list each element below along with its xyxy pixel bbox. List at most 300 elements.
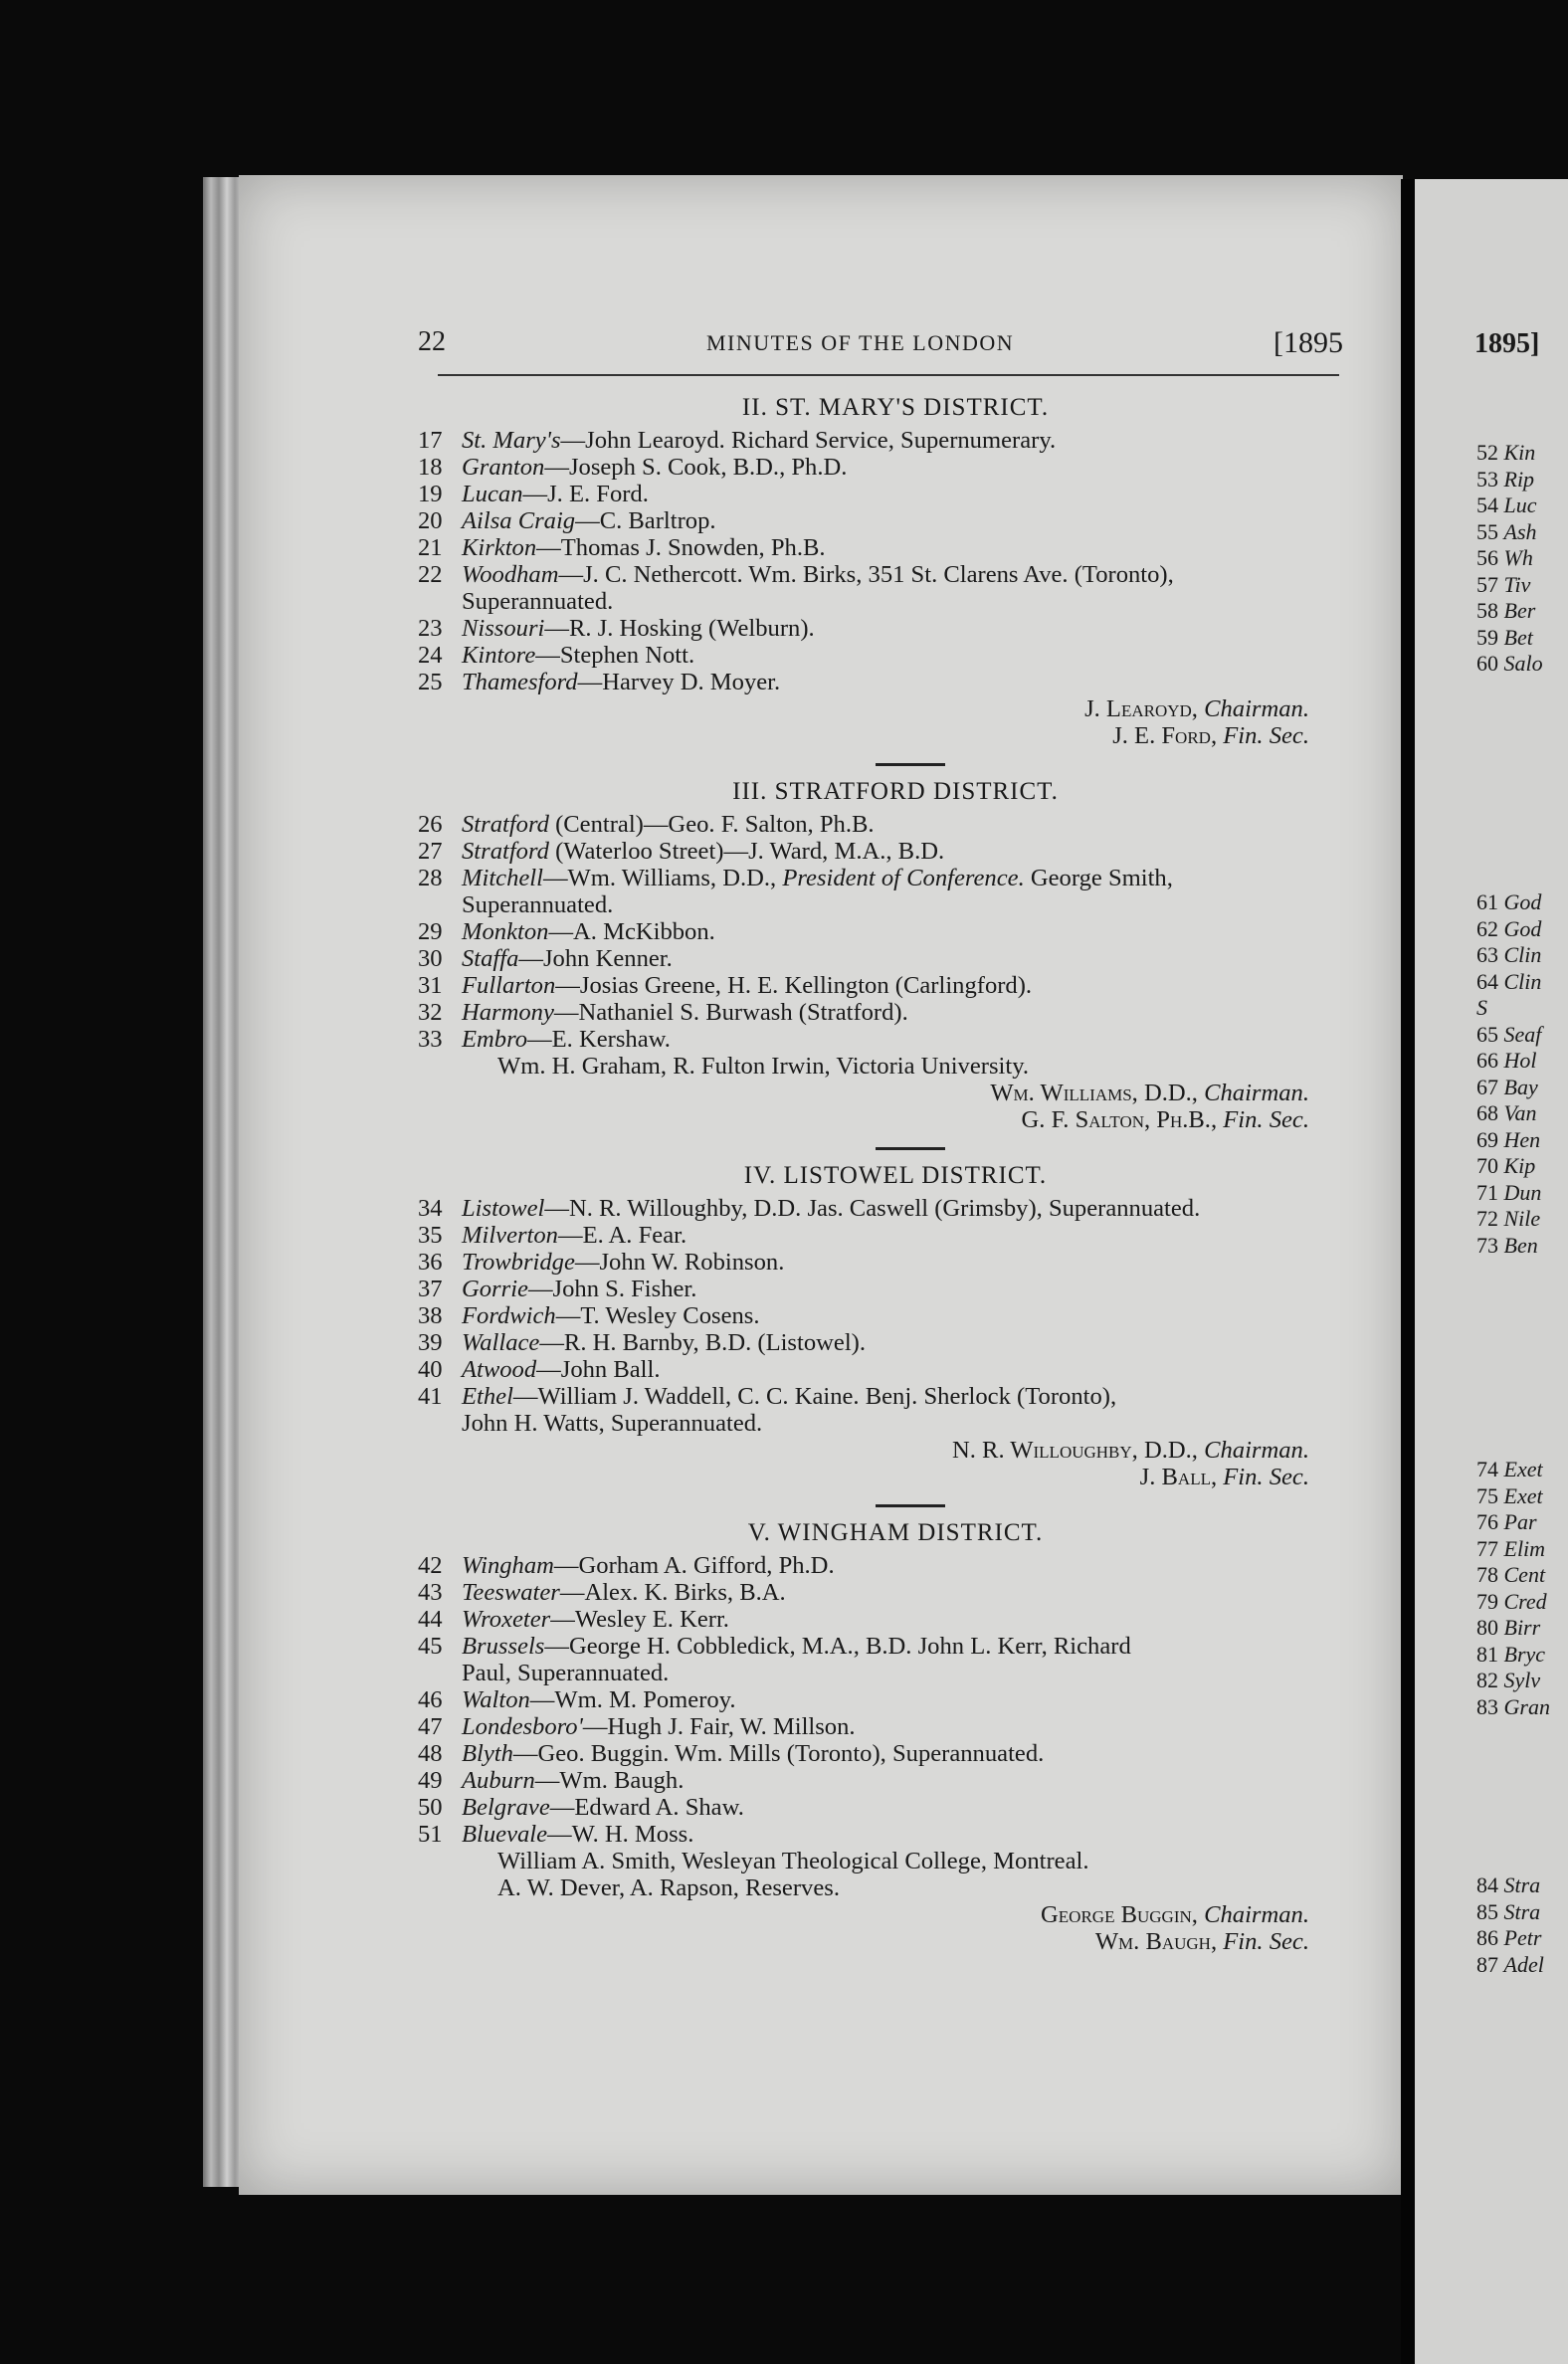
circuit-entry [418,1383,1343,1410]
circuit-entry [418,1767,1343,1794]
right-entry-fragment: Ben [1503,1232,1538,1258]
circuit-number: 32 [418,999,443,1026]
circuit-entry [418,1276,1343,1302]
circuit-ministers: —Edward A. Shaw. [549,1794,744,1821]
additional-ministers: William A. Smith, Wesleyan Theological College, Montreal. [497,1848,1089,1874]
circuit-ministers: —George H. Cobbledick, M.A., B.D. John L. Kerr, Richard [544,1633,1131,1660]
chairman-name: N. R. Willoughby, D.D., [951,1437,1198,1464]
right-page-entry [1476,492,1543,519]
secretary-role: Fin. Sec. [1223,1106,1309,1133]
right-page-entry [1476,519,1543,546]
right-entry-number: 71 [1476,1179,1498,1205]
circuit-entry [418,1356,1343,1383]
right-page-entry [1476,651,1543,678]
circuit-entry [418,811,1343,838]
right-entry-fragment: Tiv [1503,571,1531,597]
right-page-entry [1476,1206,1541,1233]
circuit-ministers: —R. H. Barnby, B.D. (Listowel). [539,1329,866,1356]
circuit-name: Belgrave [462,1794,550,1821]
circuit-entry [418,838,1343,865]
circuit-name: Fullarton [462,972,556,999]
circuit-number: 46 [418,1686,443,1713]
secretary-role: Fin. Sec. [1223,1928,1309,1955]
circuit-number: 27 [418,838,443,865]
right-entry-fragment: Clin [1503,968,1542,994]
circuit-ministers: —J. E. Ford. [522,481,649,507]
circuit-ministers: —Wm. Baugh. [534,1767,685,1794]
right-entry-number: 76 [1476,1509,1498,1534]
circuit-number: 31 [418,972,443,999]
right-entry-fragment: Wh [1503,545,1533,570]
circuit-name: Trowbridge [462,1249,575,1276]
district-title: V. WINGHAM DISTRICT. [747,1519,1044,1546]
circuit-number: 30 [418,945,443,972]
circuit-entry [418,534,1343,561]
district-chairman [418,1080,1343,1106]
circuit-number: 51 [418,1821,443,1848]
header-rule [438,374,1339,376]
right-entry-fragment: Cred [1503,1588,1547,1614]
district-chairman [418,1901,1343,1928]
right-entry-fragment: Clin [1503,942,1542,967]
circuit-entry [418,1222,1343,1249]
right-entry-number: 63 [1476,942,1498,967]
circuit-ministers: —C. Barltrop. [575,507,716,534]
right-entry-fragment: Gran [1503,1693,1550,1719]
circuit-ministers: —Wm. Williams, D.D., [542,865,783,891]
circuit-ministers: (Waterloo Street)—J. Ward, M.A., B.D. [548,838,945,865]
circuit-ministers: —Geo. Buggin. Wm. Mills (Toronto), Superannuated. [512,1740,1045,1767]
circuit-ministers: —T. Wesley Cosens. [555,1302,760,1329]
circuit-name: Monkton [462,918,549,945]
chairman-role: Chairman. [1204,1437,1309,1464]
entry-continuation: Paul, Superannuated. [462,1660,670,1686]
circuit-name: Brussels [462,1633,545,1660]
right-entry-fragment: Petr [1503,1925,1542,1950]
right-page-entry [1476,1509,1550,1536]
circuit-ministers: —N. R. Willoughby, D.D. Jas. Caswell (Grimsby), Superannuated. [544,1195,1201,1222]
running-year: [1895 [1274,326,1343,359]
circuit-number: 45 [418,1633,443,1660]
right-entry-number: 74 [1476,1457,1498,1481]
district-secretary [418,1464,1343,1490]
circuit-ministers: —John Ball. [536,1356,661,1383]
right-entry-number: 52 [1476,440,1498,465]
circuit-number: 35 [418,1222,443,1249]
circuit-ministers: —Harvey D. Moyer. [577,669,781,695]
right-page-entry [1476,1536,1550,1563]
right-entry-number: 60 [1476,651,1498,676]
circuit-name: Auburn [462,1767,535,1794]
circuit-name: Kintore [462,642,536,669]
circuit-ministers: —E. Kershaw. [527,1026,671,1053]
right-entry-fragment: Seaf [1503,1021,1542,1047]
running-head [418,326,1343,366]
entry-continuation: John H. Watts, Superannuated. [462,1410,763,1437]
circuit-entry [418,999,1343,1026]
right-entry-fragment: Sylv [1503,1668,1541,1692]
circuit-name: Gorrie [462,1276,528,1302]
circuit-number: 37 [418,1276,443,1302]
right-page-entry [1476,440,1543,467]
circuit-number: 41 [418,1383,443,1410]
right-page-entry [1476,1127,1541,1154]
circuit-number: 43 [418,1579,443,1606]
secretary-role: Fin. Sec. [1223,1464,1309,1490]
right-page-list-2 [1476,889,1541,1259]
right-entry-number: 85 [1476,1898,1498,1924]
circuit-number: 33 [418,1026,443,1053]
district-title: IV. LISTOWEL DISTRICT. [743,1162,1048,1189]
circuit-number: 23 [418,615,443,642]
right-entry-number: 77 [1476,1535,1498,1561]
circuit-number: 42 [418,1552,443,1579]
circuit-name: Fordwich [462,1302,556,1329]
circuit-name: Milverton [462,1222,558,1249]
circuit-entry [418,454,1343,481]
right-page-entry [1476,1642,1550,1669]
right-entry-fragment: Stra [1503,1898,1541,1924]
circuit-number: 44 [418,1606,443,1633]
circuit-number: 21 [418,534,443,561]
section-rule [876,1504,945,1507]
right-page-entry [1476,1899,1544,1926]
circuit-name: Atwood [462,1356,537,1383]
circuit-entry [418,481,1343,507]
right-page-entry [1476,1100,1541,1127]
right-page-entry [1476,995,1541,1022]
office-title: President of Conference. [782,865,1025,891]
right-entry-fragment: Rip [1503,466,1535,492]
right-entry-fragment: Elim [1503,1535,1546,1561]
secretary-name: J. E. Ford, [1112,722,1218,749]
circuit-entry [418,642,1343,669]
circuit-name: Embro [462,1026,528,1053]
circuit-entry [418,669,1343,695]
right-entry-number: 83 [1476,1693,1498,1719]
circuit-name: Wroxeter [462,1606,551,1633]
right-entry-fragment: God [1503,915,1542,941]
right-entry-number: 82 [1476,1668,1498,1692]
circuit-name: Stratford [462,838,549,865]
right-page-entry [1476,1022,1541,1049]
right-entry-number: 75 [1476,1482,1498,1508]
right-entry-number: 87 [1476,1951,1498,1977]
right-entry-fragment: Salo [1503,651,1543,676]
circuit-number: 18 [418,454,443,481]
circuit-number: 24 [418,642,443,669]
circuit-entry [418,1302,1343,1329]
right-entry-number: 62 [1476,915,1498,941]
right-entry-fragment: Kip [1503,1153,1536,1178]
circuit-entry [418,615,1343,642]
circuit-entry [418,1329,1343,1356]
page-number: 22 [418,326,446,357]
right-entry-fragment: Birr [1503,1615,1541,1640]
circuit-ministers: —John Learoyd. Richard Service, Supernumerary. [560,427,1057,454]
right-entry-fragment: Par [1503,1509,1537,1534]
circuit-number: 50 [418,1794,443,1821]
circuit-entry [418,1579,1343,1606]
circuit-ministers: —E. A. Fear. [557,1222,687,1249]
right-page-entry [1476,916,1541,943]
circuit-name: Granton [462,454,545,481]
circuit-name: Londesboro' [462,1713,583,1740]
right-entry-fragment: Hol [1503,1048,1537,1073]
right-page-entry [1476,1925,1544,1952]
circuit-name: Nissouri [462,615,545,642]
book-gutter [1401,179,1415,2364]
circuit-ministers: —Nathaniel S. Burwash (Stratford). [553,999,908,1026]
entry-continuation: Superannuated. [462,891,614,918]
circuit-number: 19 [418,481,443,507]
right-entry-fragment: Hen [1503,1126,1541,1152]
right-entry-fragment: S [1476,995,1487,1020]
circuit-entry [418,945,1343,972]
circuit-ministers: —J. C. Nethercott. Wm. Birks, 351 St. Clarens Ave. (Toronto), [558,561,1174,588]
chairman-name: J. Learoyd, [1084,695,1198,722]
right-page-entry [1476,625,1543,652]
circuit-ministers: —William J. Waddell, C. C. Kaine. Benj. Sherlock (Toronto), [512,1383,1117,1410]
circuit-name: Lucan [462,481,523,507]
right-entry-number: 56 [1476,545,1498,570]
right-page-entry [1476,1589,1550,1616]
right-entry-fragment: Dun [1503,1179,1542,1205]
circuit-ministers: —Wm. M. Pomeroy. [529,1686,736,1713]
circuit-entry [418,1686,1343,1713]
right-page-entry [1476,1048,1541,1075]
right-page-entry [1476,1075,1541,1101]
circuit-ministers: —Stephen Nott. [535,642,695,669]
right-entry-number: 65 [1476,1021,1498,1047]
circuit-ministers: —Joseph S. Cook, B.D., Ph.D. [544,454,848,481]
section-rule [876,763,945,766]
circuit-entry [418,1026,1343,1053]
circuit-name: Ethel [462,1383,513,1410]
right-entry-number: 53 [1476,466,1498,492]
chairman-role: Chairman. [1204,695,1309,722]
chairman-role: Chairman. [1204,1080,1309,1106]
circuit-name: Bluevale [462,1821,548,1848]
circuit-name: Woodham [462,561,559,588]
right-page-entry [1476,1180,1541,1207]
right-page-entry [1476,598,1543,625]
circuit-name: Wingham [462,1552,554,1579]
circuit-name: Stratford [462,811,549,838]
circuit-number: 48 [418,1740,443,1767]
circuit-ministers: —Gorham A. Gifford, Ph.D. [553,1552,835,1579]
right-entry-fragment: Ber [1503,598,1536,623]
circuit-name: Staffa [462,945,519,972]
circuit-name: Teeswater [462,1579,560,1606]
circuit-ministers: —A. McKibbon. [548,918,715,945]
right-page-list-1 [1476,440,1543,678]
right-entry-number: 59 [1476,624,1498,650]
circuit-number: 40 [418,1356,443,1383]
circuit-entry [418,1606,1343,1633]
circuit-name: Ailsa Craig [462,507,576,534]
right-entry-number: 61 [1476,889,1498,914]
right-entry-number: 80 [1476,1615,1498,1640]
right-entry-fragment: Kin [1503,440,1536,465]
circuit-entry [418,865,1343,891]
right-entry-number: 72 [1476,1206,1498,1231]
district-title: III. STRATFORD DISTRICT. [732,778,1059,805]
circuit-entry [418,1794,1343,1821]
running-title: MINUTES OF THE LONDON [706,330,1015,355]
right-entry-fragment: Van [1503,1100,1537,1125]
circuit-entry [418,918,1343,945]
circuit-ministers: —Thomas J. Snowden, Ph.B. [536,534,826,561]
circuit-ministers: —John W. Robinson. [574,1249,785,1276]
right-entry-number: 58 [1476,598,1498,623]
right-page-entry [1476,1952,1544,1979]
circuit-ministers: —Hugh J. Fair, W. Millson. [582,1713,856,1740]
right-page-entry [1476,1615,1550,1642]
circuit-ministers: —Josias Greene, H. E. Kellington (Carlingford). [555,972,1033,999]
circuit-name: Listowel [462,1195,545,1222]
circuit-number: 17 [418,427,443,454]
right-entry-fragment: Cent [1503,1562,1546,1587]
right-entry-number: 79 [1476,1588,1498,1614]
right-page-entry [1476,1562,1550,1589]
circuit-name: Blyth [462,1740,513,1767]
right-entry-number: 68 [1476,1100,1498,1125]
chairman-name: George Buggin, [1041,1901,1198,1928]
circuit-ministers: —W. H. Moss. [547,1821,694,1848]
circuit-entry [418,507,1343,534]
circuit-name: Kirkton [462,534,537,561]
right-page-entry [1476,545,1543,572]
right-page-entry [1476,1483,1550,1510]
right-entry-fragment: Exet [1503,1482,1543,1508]
circuit-entry [418,1195,1343,1222]
circuit-number: 39 [418,1329,443,1356]
circuit-number: 38 [418,1302,443,1329]
circuit-entry [418,561,1343,588]
right-entry-fragment: Luc [1503,492,1537,517]
district-chairman [418,1437,1343,1464]
additional-ministers: Wm. H. Graham, R. Fulton Irwin, Victoria University. [497,1053,1030,1080]
right-entry-number: 54 [1476,492,1498,517]
right-page-entry [1476,1457,1550,1483]
circuit-ministers: —John Kenner. [518,945,673,972]
circuit-name: Wallace [462,1329,540,1356]
secretary-name: Wm. Baugh, [1094,1928,1218,1955]
right-entry-number: 64 [1476,968,1498,994]
circuit-number: 28 [418,865,443,891]
right-entry-fragment: Stra [1503,1872,1541,1897]
circuit-ministers: (Central)—Geo. F. Salton, Ph.B. [548,811,875,838]
circuit-ministers: —John S. Fisher. [527,1276,697,1302]
circuit-number: 20 [418,507,443,534]
circuit-name: Walton [462,1686,530,1713]
section-rule [876,1147,945,1150]
secretary-role: Fin. Sec. [1223,722,1309,749]
right-page-entry [1476,1668,1550,1694]
right-page-list-3 [1476,1457,1550,1720]
right-entry-fragment: Exet [1503,1457,1543,1481]
right-entry-number: 81 [1476,1641,1498,1667]
right-entry-fragment: Bet [1503,624,1533,650]
secretary-name: G. F. Salton, Ph.B., [1021,1106,1218,1133]
circuit-entry [418,427,1343,454]
right-entry-number: 84 [1476,1872,1498,1897]
right-page-entry [1476,1153,1541,1180]
circuit-entry [418,1249,1343,1276]
right-entry-number: 70 [1476,1153,1498,1178]
circuit-number: 22 [418,561,443,588]
right-page [1415,179,1568,2364]
circuit-number: 25 [418,669,443,695]
book-page-edge [203,177,243,2187]
right-page-entry [1476,969,1541,996]
secretary-name: J. Ball, [1139,1464,1218,1490]
right-entry-fragment: Bryc [1503,1641,1546,1667]
circuit-entry [418,1633,1343,1660]
circuit-entry [418,1821,1343,1848]
circuit-name: Thamesford [462,669,578,695]
circuit-ministers-extra: George Smith, [1024,865,1173,891]
chairman-name: Wm. Williams, D.D., [990,1080,1198,1106]
district-secretary [418,722,1343,749]
right-page-entry [1476,467,1543,493]
right-entry-fragment: Adel [1503,1951,1544,1977]
entry-continuation: Superannuated. [462,588,614,615]
right-entry-number: 66 [1476,1048,1498,1073]
circuit-ministers: —Wesley E. Kerr. [550,1606,729,1633]
additional-ministers: A. W. Dever, A. Rapson, Reserves. [497,1874,840,1901]
circuit-entry [418,1552,1343,1579]
circuit-ministers: —R. J. Hosking (Welburn). [544,615,815,642]
circuit-name: Mitchell [462,865,543,891]
circuit-name: Harmony [462,999,554,1026]
page-content [418,394,1343,1955]
right-page-list-4 [1476,1872,1544,1978]
right-entry-number: 57 [1476,571,1498,597]
right-page-entry [1476,572,1543,599]
circuit-entry [418,1740,1343,1767]
right-entry-number: 86 [1476,1925,1498,1950]
right-page-entry [1476,1694,1550,1721]
district-secretary [418,1928,1343,1955]
district-title: II. ST. MARY'S DISTRICT. [741,394,1050,421]
chairman-role: Chairman. [1204,1901,1309,1928]
right-entry-number: 55 [1476,518,1498,544]
circuit-entry [418,972,1343,999]
circuit-number: 36 [418,1249,443,1276]
right-entry-fragment: God [1503,889,1542,914]
circuit-number: 29 [418,918,443,945]
right-page-entry [1476,889,1541,916]
circuit-number: 49 [418,1767,443,1794]
circuit-entry [418,1713,1343,1740]
right-entry-fragment: Ash [1503,518,1537,544]
right-page-entry [1476,1233,1541,1260]
right-page-year: 1895] [1474,328,1540,359]
circuit-name: St. Mary's [462,427,561,454]
district-chairman [418,695,1343,722]
circuit-number: 26 [418,811,443,838]
right-page-entry [1476,942,1541,969]
right-entry-number: 73 [1476,1232,1498,1258]
right-entry-fragment: Nile [1503,1206,1541,1231]
circuit-number: 34 [418,1195,443,1222]
district-secretary [418,1106,1343,1133]
right-entry-number: 69 [1476,1126,1498,1152]
circuit-ministers: —Alex. K. Birks, B.A. [559,1579,786,1606]
right-entry-fragment: Bay [1503,1074,1538,1099]
